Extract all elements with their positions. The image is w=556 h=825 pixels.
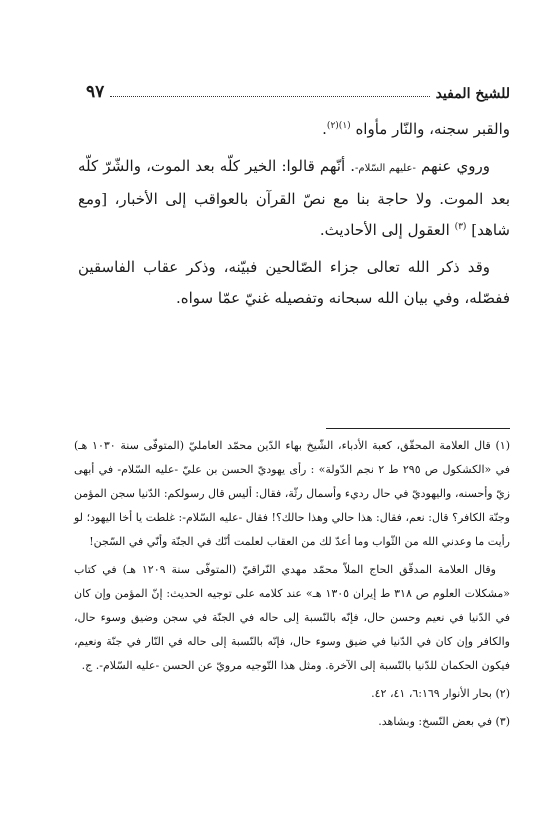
- footnote-separator: [326, 428, 510, 429]
- footnote-1: [74, 434, 510, 554]
- paragraph-2-body: . أنّهم قالوا: الخير كلّه بعد الموت، والشّرّ كلّه بعد الموت. ولا حاجة بنا مع نصّ القرآن بالعواقب إلى الأخبار، [ومع شاهد]: [78, 157, 510, 239]
- footnote-3-mark: (٣): [495, 715, 510, 728]
- footnote-2: [74, 682, 510, 706]
- page-header: [86, 80, 510, 102]
- footnotes: [74, 434, 510, 738]
- footnote-refs-1-2: (١)(٢): [326, 121, 351, 131]
- footnote-1-text: قال العلامة المحقّق، كعبة الأدباء، الشّيخ بهاء الدّين محمّد العامليّ (المتوفّى سنة ١٠٣٠ هـ) في «الكشكول ص ٢٩٥ ط ٢ نجم الدّولة» : رأى يهوديّ الحسن بن عليّ -عليه السّلام- في أبهى زيّ وأحسنه، واليهوديّ في حال رديء وأسمال رثّة، فقال: أليس قال رسولكم: الدّنيا سجن المؤمن وجنّة الكافر؟ قال: نعم، فقال: هذا حالي وهذا حالك؟! فقال -عليه السّلام-: غلطت يا أخا اليهود؛ لو رأيت ما وعدني الله من الثّواب وما أعدّ لك من العقاب لعلمت أنّك في الجنّة وأنّي في السّجن!: [74, 439, 510, 548]
- paragraph-3: وقد ذكر الله تعالى جزاء الصّالحين فبيّنه، وذكر عقاب الفاسقين ففصّله، وفي بيان الله سبحانه وتفصيله غنيّ عمّا سواه.: [78, 258, 510, 307]
- paragraph-2: [78, 151, 510, 246]
- footnote-1-mark: (١): [495, 439, 511, 452]
- blessing-phrase: -عليهم السّلام-: [355, 163, 416, 174]
- footnote-3: [74, 710, 510, 734]
- dotted-leader: [110, 96, 429, 97]
- footnote-2-text: بحار الأنوار ٦:١٦٩، ٤١، ٤٢.: [371, 687, 492, 700]
- paragraph-2-lead: وروي عنهم: [420, 157, 490, 175]
- paragraph-2-tail: العقول إلى الأحاديث.: [319, 221, 450, 239]
- page-number: ٩٧: [86, 82, 105, 102]
- footnote-ref-3: (٣): [454, 222, 467, 232]
- running-title: للشيخ المفيد: [435, 86, 510, 102]
- main-text: [78, 114, 510, 320]
- footnote-1-continued: وقال العلامة المدقّق الحاج الملاّ محمّد مهدي النّراقيّ (المتوفّى سنة ١٢٠٩ هـ) في كتاب «مشكلات العلوم ص ٣١٨ ط إيران ١٣٠٥ هـ» عند كلامه على توجيه الحديث: إنّ المؤمن وإن كان في الدّنيا في نعيم وحسن حال، فإنّه بالنّسبة إلى حاله في الجنّة في سجن وضيق وسوء حال، والكافر وإن كان في الدّنيا في ضيق وسوء حال، فإنّه بالنّسبة إلى حاله في النّار في جنّة ونعيم، فيكون الحكمان للدّنيا بالنّسبة إلى الآخرة. ومثل هذا التّوجيه مرويّ عن الحسن -عليه السّلام-. ج.: [74, 563, 510, 672]
- footnote-2-mark: (٢): [495, 687, 510, 700]
- paragraph-1: والقبر سجنه، والنّار مأواه $^{(١)(٢)}$.: [322, 120, 510, 138]
- paragraph-1-text: والقبر سجنه، والنّار مأواه: [355, 120, 510, 138]
- footnote-3-text: في بعض النّسخ: وبشاهد.: [378, 715, 492, 728]
